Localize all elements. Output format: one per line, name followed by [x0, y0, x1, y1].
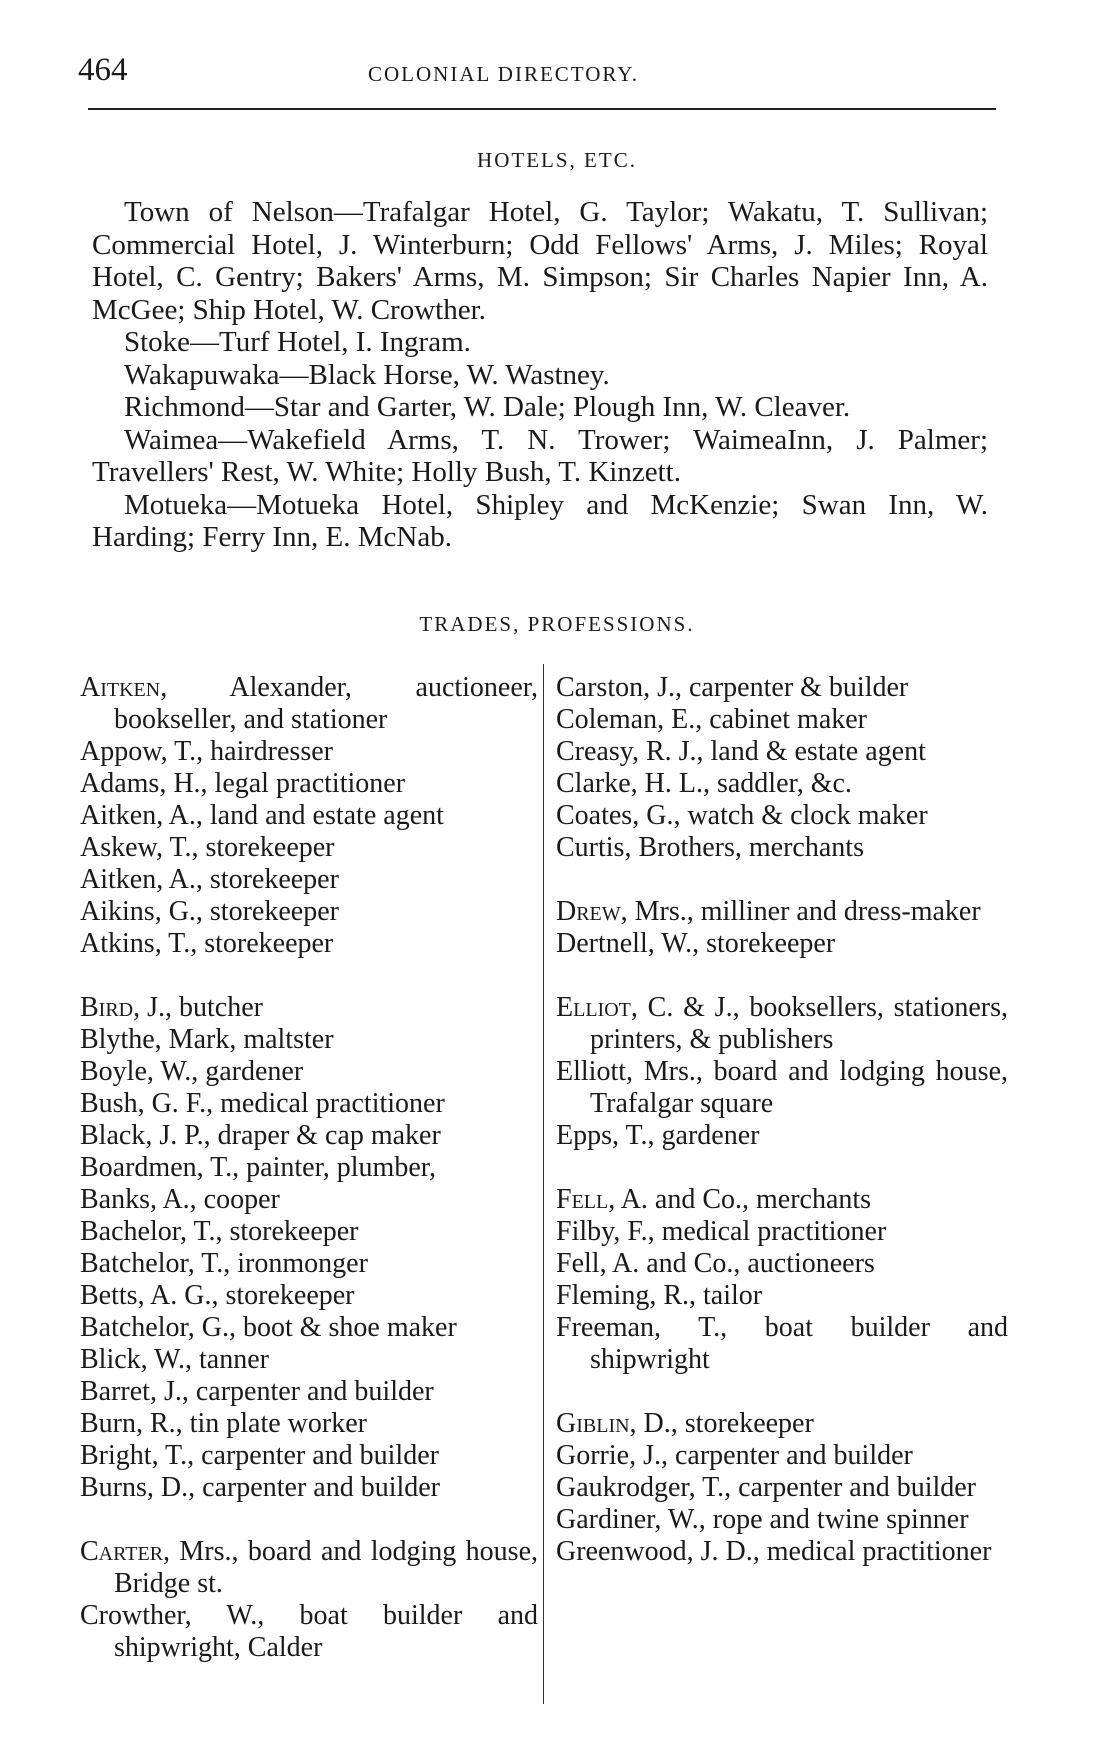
entry-details: , G. F., medical practitioner	[137, 1088, 445, 1119]
directory-entry	[556, 928, 1008, 960]
entry-name: Aikins	[80, 896, 155, 927]
entry-details: , W., boat builder and shipwright, Calder	[114, 1600, 538, 1663]
directory-entry	[556, 832, 1008, 864]
entry-details: , Mrs., milliner and dress-maker	[620, 896, 981, 927]
entry-name: Greenwood	[556, 1536, 687, 1567]
directory-entry	[80, 1536, 538, 1600]
trades-letter-group	[80, 672, 538, 960]
directory-entry	[80, 992, 538, 1024]
entry-name: Drew	[556, 896, 621, 927]
hotels-paragraph: Motueka—Motueka Hotel, Shipley and McKenzie; Swan Inn, W. Harding; Ferry Inn, E. McNab.	[92, 488, 988, 553]
entry-name: Boyle	[80, 1056, 147, 1087]
entry-details: , J., carpenter & builder	[643, 672, 909, 703]
entry-details: , J. P., draper & cap maker	[145, 1120, 441, 1151]
entry-details: , A. and Co., merchants	[608, 1184, 872, 1215]
entry-name: Aitken	[80, 672, 161, 703]
hotels-paragraph: Waimea—Wakefield Arms, T. N. Trower; WaimeaInn, J. Palmer; Travellers' Rest, W. White; Holly Bush, T. Kinzett.	[92, 423, 988, 488]
directory-entry	[556, 768, 1008, 800]
directory-entry	[80, 1152, 538, 1184]
hotels-paragraph: Stoke—Turf Hotel, I. Ingram.	[124, 326, 471, 358]
entry-details: , D., storekeeper	[629, 1408, 814, 1439]
directory-entry	[556, 800, 1008, 832]
entry-details: , W., tanner	[140, 1344, 269, 1375]
trades-letter-group	[556, 1408, 1008, 1568]
entry-name: Freeman	[556, 1312, 654, 1343]
entry-details: , G., boot & shoe maker	[187, 1312, 457, 1343]
entry-name: Blythe	[80, 1024, 155, 1055]
entry-name: Coates	[556, 800, 633, 831]
directory-entry	[80, 1056, 538, 1088]
entry-name: Gardiner	[556, 1504, 655, 1535]
entry-name: Appow	[80, 736, 161, 767]
entry-details: , T., storekeeper	[155, 832, 335, 863]
directory-entry	[80, 1376, 538, 1408]
directory-entry	[556, 1536, 1008, 1568]
directory-entry	[80, 1344, 538, 1376]
entry-name: Burn	[80, 1408, 136, 1439]
directory-entry	[80, 1472, 538, 1504]
trades-letter-group	[80, 1536, 538, 1664]
entry-details: , H., legal practitioner	[159, 768, 406, 799]
entry-details: , J. D., medical practitioner	[686, 1536, 992, 1567]
directory-entry	[556, 736, 1008, 768]
directory-entry	[80, 928, 538, 960]
entry-details: , T., hairdresser	[160, 736, 333, 767]
entry-details: , T., storekeeper	[154, 928, 334, 959]
entry-name: Gorrie	[556, 1440, 630, 1471]
entry-details: , T., boat builder and shipwright	[590, 1312, 1008, 1375]
entry-name: Carter	[80, 1536, 164, 1567]
directory-entry	[80, 1088, 538, 1120]
directory-entry	[80, 1024, 538, 1056]
entry-name: Barret	[80, 1376, 150, 1407]
entry-name: Fell	[556, 1184, 609, 1215]
directory-entry	[80, 672, 538, 736]
entry-details: , E., cabinet maker	[657, 704, 867, 735]
header-rule	[88, 108, 996, 110]
trades-letter-group	[80, 992, 538, 1504]
trades-letter-group	[556, 1184, 1008, 1376]
entry-details: , R. J., land & estate agent	[631, 736, 926, 767]
entry-name: Coleman	[556, 704, 658, 735]
entry-details: , H. L., saddler, &c.	[630, 768, 852, 799]
entry-name: Blick	[80, 1344, 141, 1375]
directory-entry	[556, 672, 1008, 704]
directory-entry	[556, 1312, 1008, 1376]
entry-details: , W., gardener	[146, 1056, 304, 1087]
entry-name: Dertnell	[556, 928, 648, 959]
hotels-paragraph: Wakapuwaka—Black Horse, W. Wastney.	[124, 358, 610, 391]
directory-entry	[80, 768, 538, 800]
entry-name: Giblin	[556, 1408, 630, 1439]
entry-details: , A., land and estate agent	[156, 800, 444, 831]
entry-name: Aitken	[80, 864, 157, 895]
directory-entry	[556, 1504, 1008, 1536]
entry-name: Banks	[80, 1184, 150, 1215]
entry-name: Crowther	[80, 1600, 185, 1631]
entry-name: Filby	[556, 1216, 614, 1247]
entry-name: Clarke	[556, 768, 631, 799]
hotels-paragraph: Town of Nelson—Trafalgar Hotel, G. Taylor; Wakatu, T. Sullivan; Commercial Hotel, J. Winterburn; Odd Fellows' Arms, J. Miles; Royal Hotel, C. Gentry; Bakers' Arms, M. Simpson; Sir Charles Napier Inn, A. McGee; Ship Hotel, W. Crowther.	[92, 196, 988, 326]
trades-left-column	[80, 672, 538, 1696]
page-number: 464	[78, 52, 128, 88]
entry-details: , Mark, maltster	[154, 1024, 334, 1055]
entry-name: Adams	[80, 768, 160, 799]
hotels-paragraph: Richmond—Star and Garter, W. Dale; Plough Inn, W. Cleaver.	[124, 391, 851, 423]
hotels-heading: HOTELS, ETC.	[477, 148, 637, 172]
directory-entry	[80, 1280, 538, 1312]
entry-name: Fleming	[556, 1280, 650, 1311]
entry-details: , T., carpenter and builder	[688, 1472, 977, 1503]
directory-entry	[556, 1440, 1008, 1472]
entry-details: , Mrs., board and lodging house, Bridge st.	[114, 1536, 538, 1599]
entry-name: Elliot	[556, 992, 631, 1023]
directory-entry	[80, 1248, 538, 1280]
entry-details: , T., ironmonger	[187, 1248, 368, 1279]
trades-right-column	[556, 672, 1008, 1600]
entry-name: Askew	[80, 832, 156, 863]
directory-entry	[556, 1184, 1008, 1216]
entry-details: , T., storekeeper	[179, 1216, 359, 1247]
directory-entry	[80, 1184, 538, 1216]
entry-details: , T., gardener	[612, 1120, 760, 1151]
entry-details: , Mrs., board and lodging house, Trafalgar square	[590, 1056, 1008, 1119]
entry-name: Bird	[80, 992, 134, 1023]
entry-name: Bush	[80, 1088, 138, 1119]
entry-details: , C. & J., booksellers, stationers, printers, & publishers	[590, 992, 1008, 1055]
entry-details: , G., storekeeper	[154, 896, 339, 927]
directory-entry	[556, 1056, 1008, 1120]
entry-name: Atkins	[80, 928, 155, 959]
entry-name: Gaukrodger	[556, 1472, 689, 1503]
trades-letter-group	[556, 896, 1008, 960]
entry-details: , G., watch & clock maker	[632, 800, 928, 831]
directory-entry	[80, 832, 538, 864]
directory-entry	[556, 896, 1008, 928]
directory-entry	[80, 800, 538, 832]
directory-entry	[80, 864, 538, 896]
entry-details: , A. G., storekeeper	[137, 1280, 355, 1311]
entry-details: , J., butcher	[133, 992, 263, 1023]
entry-name: Carston	[556, 672, 644, 703]
entry-name: Batchelor	[80, 1248, 188, 1279]
entry-details: , Alexander, auctioneer, bookseller, and stationer	[114, 672, 538, 735]
entry-name: Bright	[80, 1440, 152, 1471]
directory-entry	[556, 1280, 1008, 1312]
entry-details: , J., carpenter and builder	[629, 1440, 913, 1471]
entry-details: , T., carpenter and builder	[151, 1440, 439, 1471]
entry-name: Black	[80, 1120, 146, 1151]
entry-details: , R., tin plate worker	[136, 1408, 367, 1439]
entry-name: Burns	[80, 1472, 147, 1503]
entry-details: , R., tailor	[649, 1280, 763, 1311]
hotels-section	[92, 196, 988, 554]
directory-entry	[80, 896, 538, 928]
entry-details: , A., storekeeper	[156, 864, 339, 895]
trades-letter-group	[556, 992, 1008, 1152]
directory-entry	[556, 992, 1008, 1056]
entry-details: , D., carpenter and builder	[146, 1472, 441, 1503]
running-title: COLONIAL DIRECTORY.	[368, 62, 639, 86]
directory-entry	[556, 1248, 1008, 1280]
entry-name: Aitken	[80, 800, 157, 831]
directory-entry	[80, 1216, 538, 1248]
directory-entry	[80, 1408, 538, 1440]
directory-entry	[80, 1600, 538, 1664]
directory-entry	[556, 704, 1008, 736]
entry-name: Fell	[556, 1248, 600, 1279]
entry-name: Elliott	[556, 1056, 626, 1087]
directory-entry	[556, 1408, 1008, 1440]
entry-name: Batchelor	[80, 1312, 188, 1343]
entry-details: , A. and Co., auctioneers	[599, 1248, 875, 1279]
entry-details: , T., painter, plumber,	[196, 1152, 436, 1183]
directory-entry	[80, 1312, 538, 1344]
entry-details: , F., medical practitioner	[613, 1216, 887, 1247]
entry-details: , J., carpenter and builder	[149, 1376, 434, 1407]
entry-name: Bachelor	[80, 1216, 180, 1247]
column-divider	[543, 664, 544, 1704]
directory-entry	[556, 1472, 1008, 1504]
directory-entry	[556, 1216, 1008, 1248]
trades-heading: TRADES, PROFESSIONS.	[419, 612, 695, 636]
entry-name: Creasy	[556, 736, 632, 767]
entry-name: Betts	[80, 1280, 138, 1311]
entry-details: , W., storekeeper	[647, 928, 836, 959]
entry-name: Epps	[556, 1120, 612, 1151]
directory-entry	[556, 1120, 1008, 1152]
entry-name: Curtis	[556, 832, 625, 863]
directory-entry	[80, 736, 538, 768]
trades-letter-group	[556, 672, 1008, 864]
directory-entry	[80, 1120, 538, 1152]
directory-entry	[80, 1440, 538, 1472]
entry-details: , A., cooper	[150, 1184, 280, 1215]
entry-details: , W., rope and twine spinner	[654, 1504, 969, 1535]
page-header	[78, 52, 998, 92]
entry-details: , Brothers, merchants	[624, 832, 864, 863]
entry-name: Boardmen	[80, 1152, 197, 1183]
